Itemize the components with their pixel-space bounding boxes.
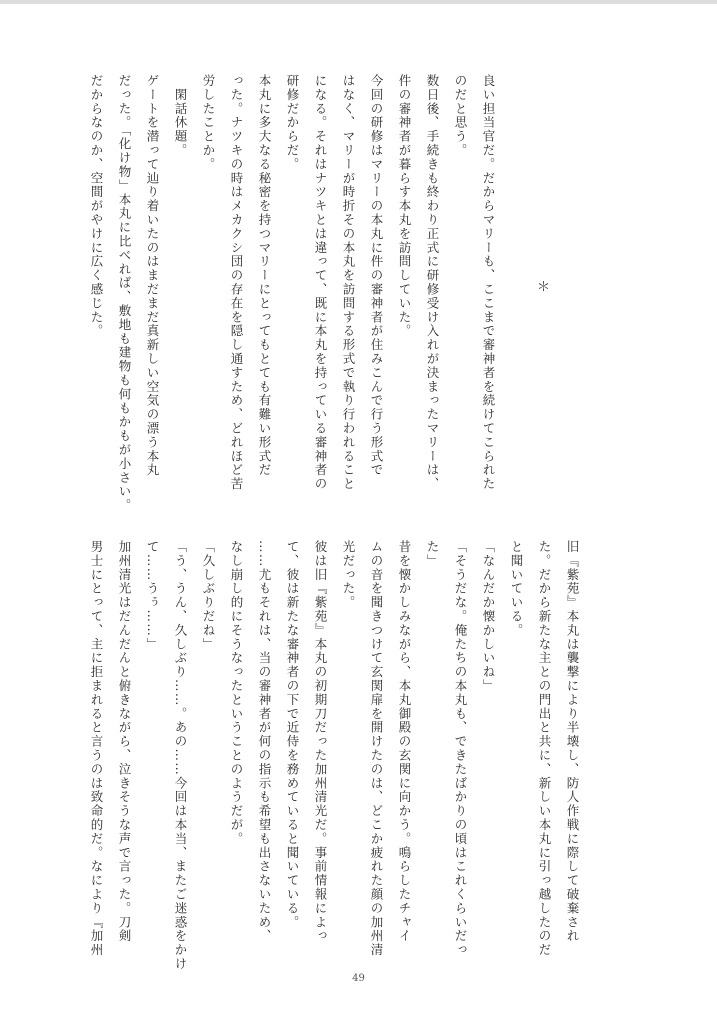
text-line: った。ナツキの時はメカクシ団の存在を隠し通すため、どれほど苦 [229, 74, 244, 491]
text-line: だった。「化け物」本丸に比べれば、敷地も建物も何もかもが小さい。 [117, 74, 132, 513]
text-line: 良い担当官だ。だからマリーも、ここまで審神者を続けてこられた [481, 74, 496, 491]
text-line: ゲートを潜って辿り着いたのはまだまだ真新しい空気の漂う本丸 [145, 74, 160, 478]
text-line: て、彼は新たな審神者の下で近侍を務めていると聞いている。 [285, 540, 300, 930]
page-number: 49 [352, 973, 365, 984]
text-line: ……尤もそれは、当の審神者が何の指示も希望も出さないため、 [257, 540, 272, 944]
text-line: た」 [425, 540, 440, 568]
scene-break-asterisk: ＊ [537, 280, 551, 295]
text-line: 「そうだな。俺たちの本丸も、できたばかりの頃はこれくらいだっ [453, 540, 468, 957]
text-line: た。だから新たな主との門出と共に、新しい本丸に引っ越したのだ [537, 540, 552, 957]
text-line: 加州清光はだんだんと俯きながら、泣きそうな声で言った。刀剣 [117, 540, 132, 944]
text-line: はなく、マリーが時折その本丸を訪問する形式で執り行われること [341, 74, 356, 491]
text-line: だからなのか、空間がやけに広く感じた。 [89, 74, 104, 339]
text-line: て……うぅ……」 [145, 540, 160, 652]
text-line: 今回の研修はマリーの本丸に件の審神者が住みこんで行う形式で [369, 74, 384, 478]
text-line: のだと思う。 [453, 74, 468, 158]
text-line: 「なんだか懐かしいね」 [481, 540, 496, 693]
text-line: 閑話休題。 [173, 74, 188, 158]
text-line: 男士にとって、主に拒まれると言うのは致命的だ。なにより『加州 [89, 540, 104, 957]
text-line: 研修だからだ。 [285, 74, 300, 172]
text-line: 労したことか。 [201, 74, 216, 172]
text-line: 彼は旧『紫苑』本丸の初期刀だった加州清光だ。事前情報によっ [313, 540, 328, 944]
lower-text-block [82, 540, 586, 971]
text-line: 件の審神者が暮らす本丸を訪問していた。 [397, 74, 412, 339]
text-line: 昔を懐かしみながら、本丸御殿の玄関に向かう。鳴らしたチャイ [397, 540, 412, 944]
text-line: なし崩し的にそうなったということのようだが。 [229, 540, 244, 846]
text-line: 光だった。 [341, 540, 356, 610]
text-line: 旧『紫苑』本丸は襲撃により半壊し、防人作戦に際して破棄され [565, 540, 580, 944]
text-line: 「う、うん、久しぶり……。あの……今回は本当、またご迷惑をかけ [173, 540, 188, 971]
text-line: になる。それはナツキとは違って、既に本丸を持っている審神者の [313, 74, 328, 491]
upper-text-block [82, 74, 502, 513]
text-line: と聞いている。 [509, 540, 524, 638]
text-line: ムの音を聞きつけて玄関扉を開けたのは、どこか疲れた顔の加州清 [369, 540, 384, 957]
text-line: 本丸に多大なる秘密を持つマリーにとってもとても有難い形式だ [257, 74, 272, 478]
text-line: 数日後、手続きも終わり正式に研修受け入れが決まったマリーは、 [425, 74, 440, 491]
text-line: 「久しぶりだね」 [201, 540, 216, 652]
page-top-edge [0, 0, 717, 4]
